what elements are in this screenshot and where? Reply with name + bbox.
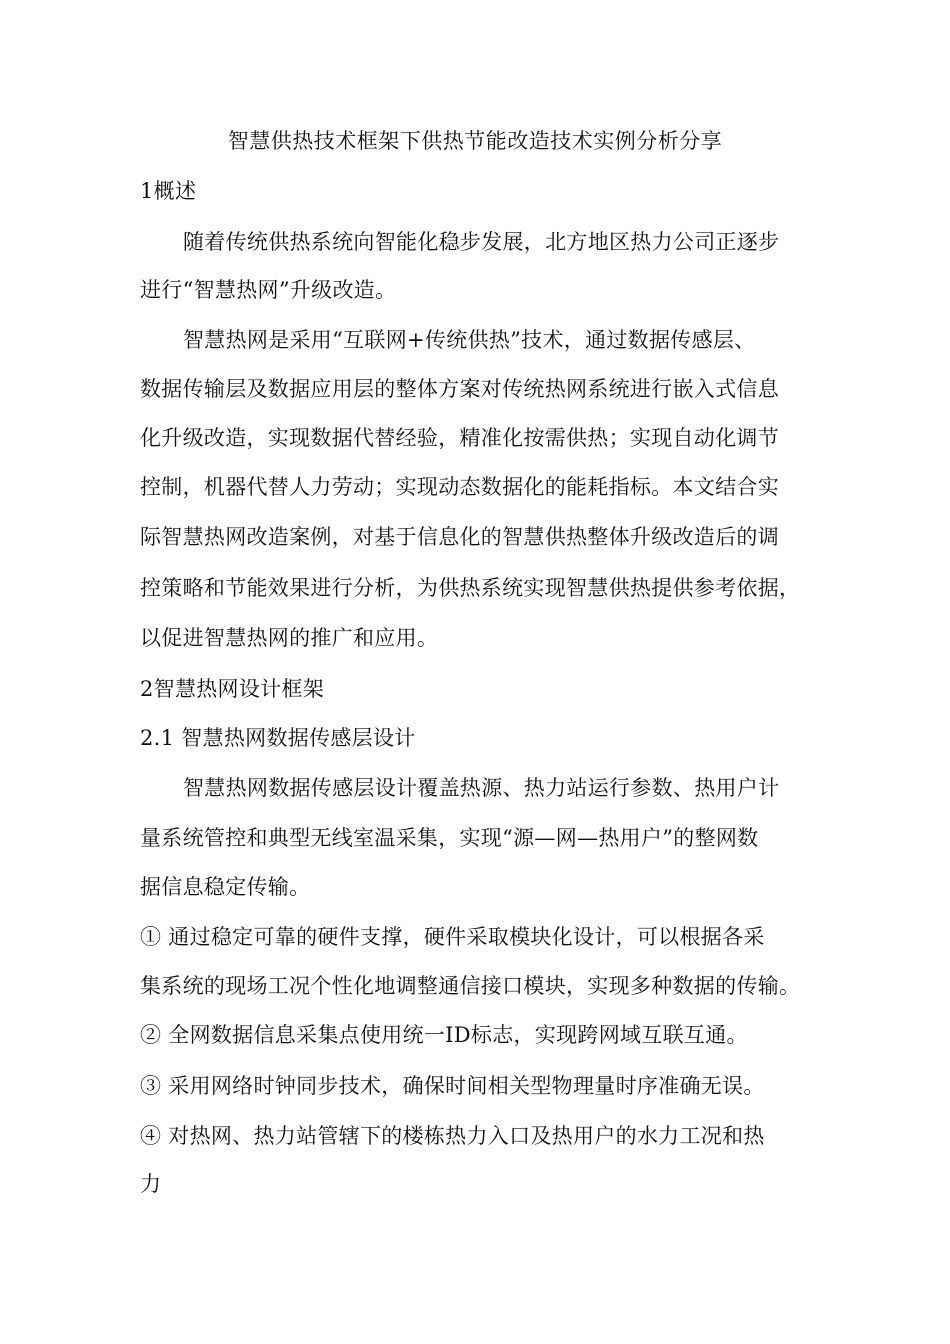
- list-item: ② 全网数据信息采集点使用统一ID标志，实现跨网域互联互通。: [140, 1023, 748, 1047]
- paragraph-line: 智慧热网是采用“互联网+传统供热”技术，通过数据传感层、: [183, 328, 756, 352]
- paragraph-line: 控策略和节能效果进行分析，为供热系统实现智慧供热提供参考依据，: [140, 576, 801, 600]
- paragraph-line: 际智慧热网改造案例，对基于信息化的智慧供热整体升级改造后的调: [140, 525, 779, 549]
- paragraph-line: 据信息稳定传输。: [140, 875, 311, 899]
- list-item-continuation: 集系统的现场工况个性化地调整通信接口模块，实现多种数据的传输。: [140, 974, 801, 998]
- document-title: 智慧供热技术框架下供热节能改造技术实例分析分享: [227, 129, 723, 153]
- section-2-heading: 2智慧热网设计框架: [140, 677, 325, 701]
- list-item: ③ 采用网络时钟同步技术，确保时间相关型物理量时序准确无误。: [140, 1074, 765, 1098]
- section-1-heading: 1概述: [140, 179, 197, 203]
- paragraph-line: 控制，机器代替人力劳动；实现动态数据化的能耗指标。本文结合实: [140, 475, 779, 499]
- paragraph-line: 化升级改造，实现数据代替经验，精准化按需供热；实现自动化调节: [140, 426, 779, 450]
- paragraph-line: 以促进智慧热网的推广和应用。: [140, 626, 439, 650]
- list-item: ④ 对热网、热力站管辖下的楼栋热力入口及热用户的水力工况和热: [140, 1124, 765, 1148]
- paragraph-line: 智慧热网数据传感层设计覆盖热源、热力站运行参数、热用户计: [183, 776, 780, 800]
- paragraph-line: 随着传统供热系统向智能化稳步发展，北方地区热力公司正逐步: [183, 230, 780, 254]
- list-item: ① 通过稳定可靠的硬件支撑，硬件采取模块化设计，可以根据各采: [140, 925, 765, 949]
- paragraph-line: 进行“智慧热网”升级改造。: [140, 278, 397, 302]
- subsection-2-1-heading: 2.1 智慧热网数据传感层设计: [140, 726, 416, 750]
- paragraph-line: 量系统管控和典型无线室温采集，实现“源—网—热用户”的整网数: [140, 826, 759, 850]
- paragraph-line: 数据传输层及数据应用层的整体方案对传统热网系统进行嵌入式信息: [140, 377, 779, 401]
- list-item-continuation: 力: [140, 1172, 162, 1196]
